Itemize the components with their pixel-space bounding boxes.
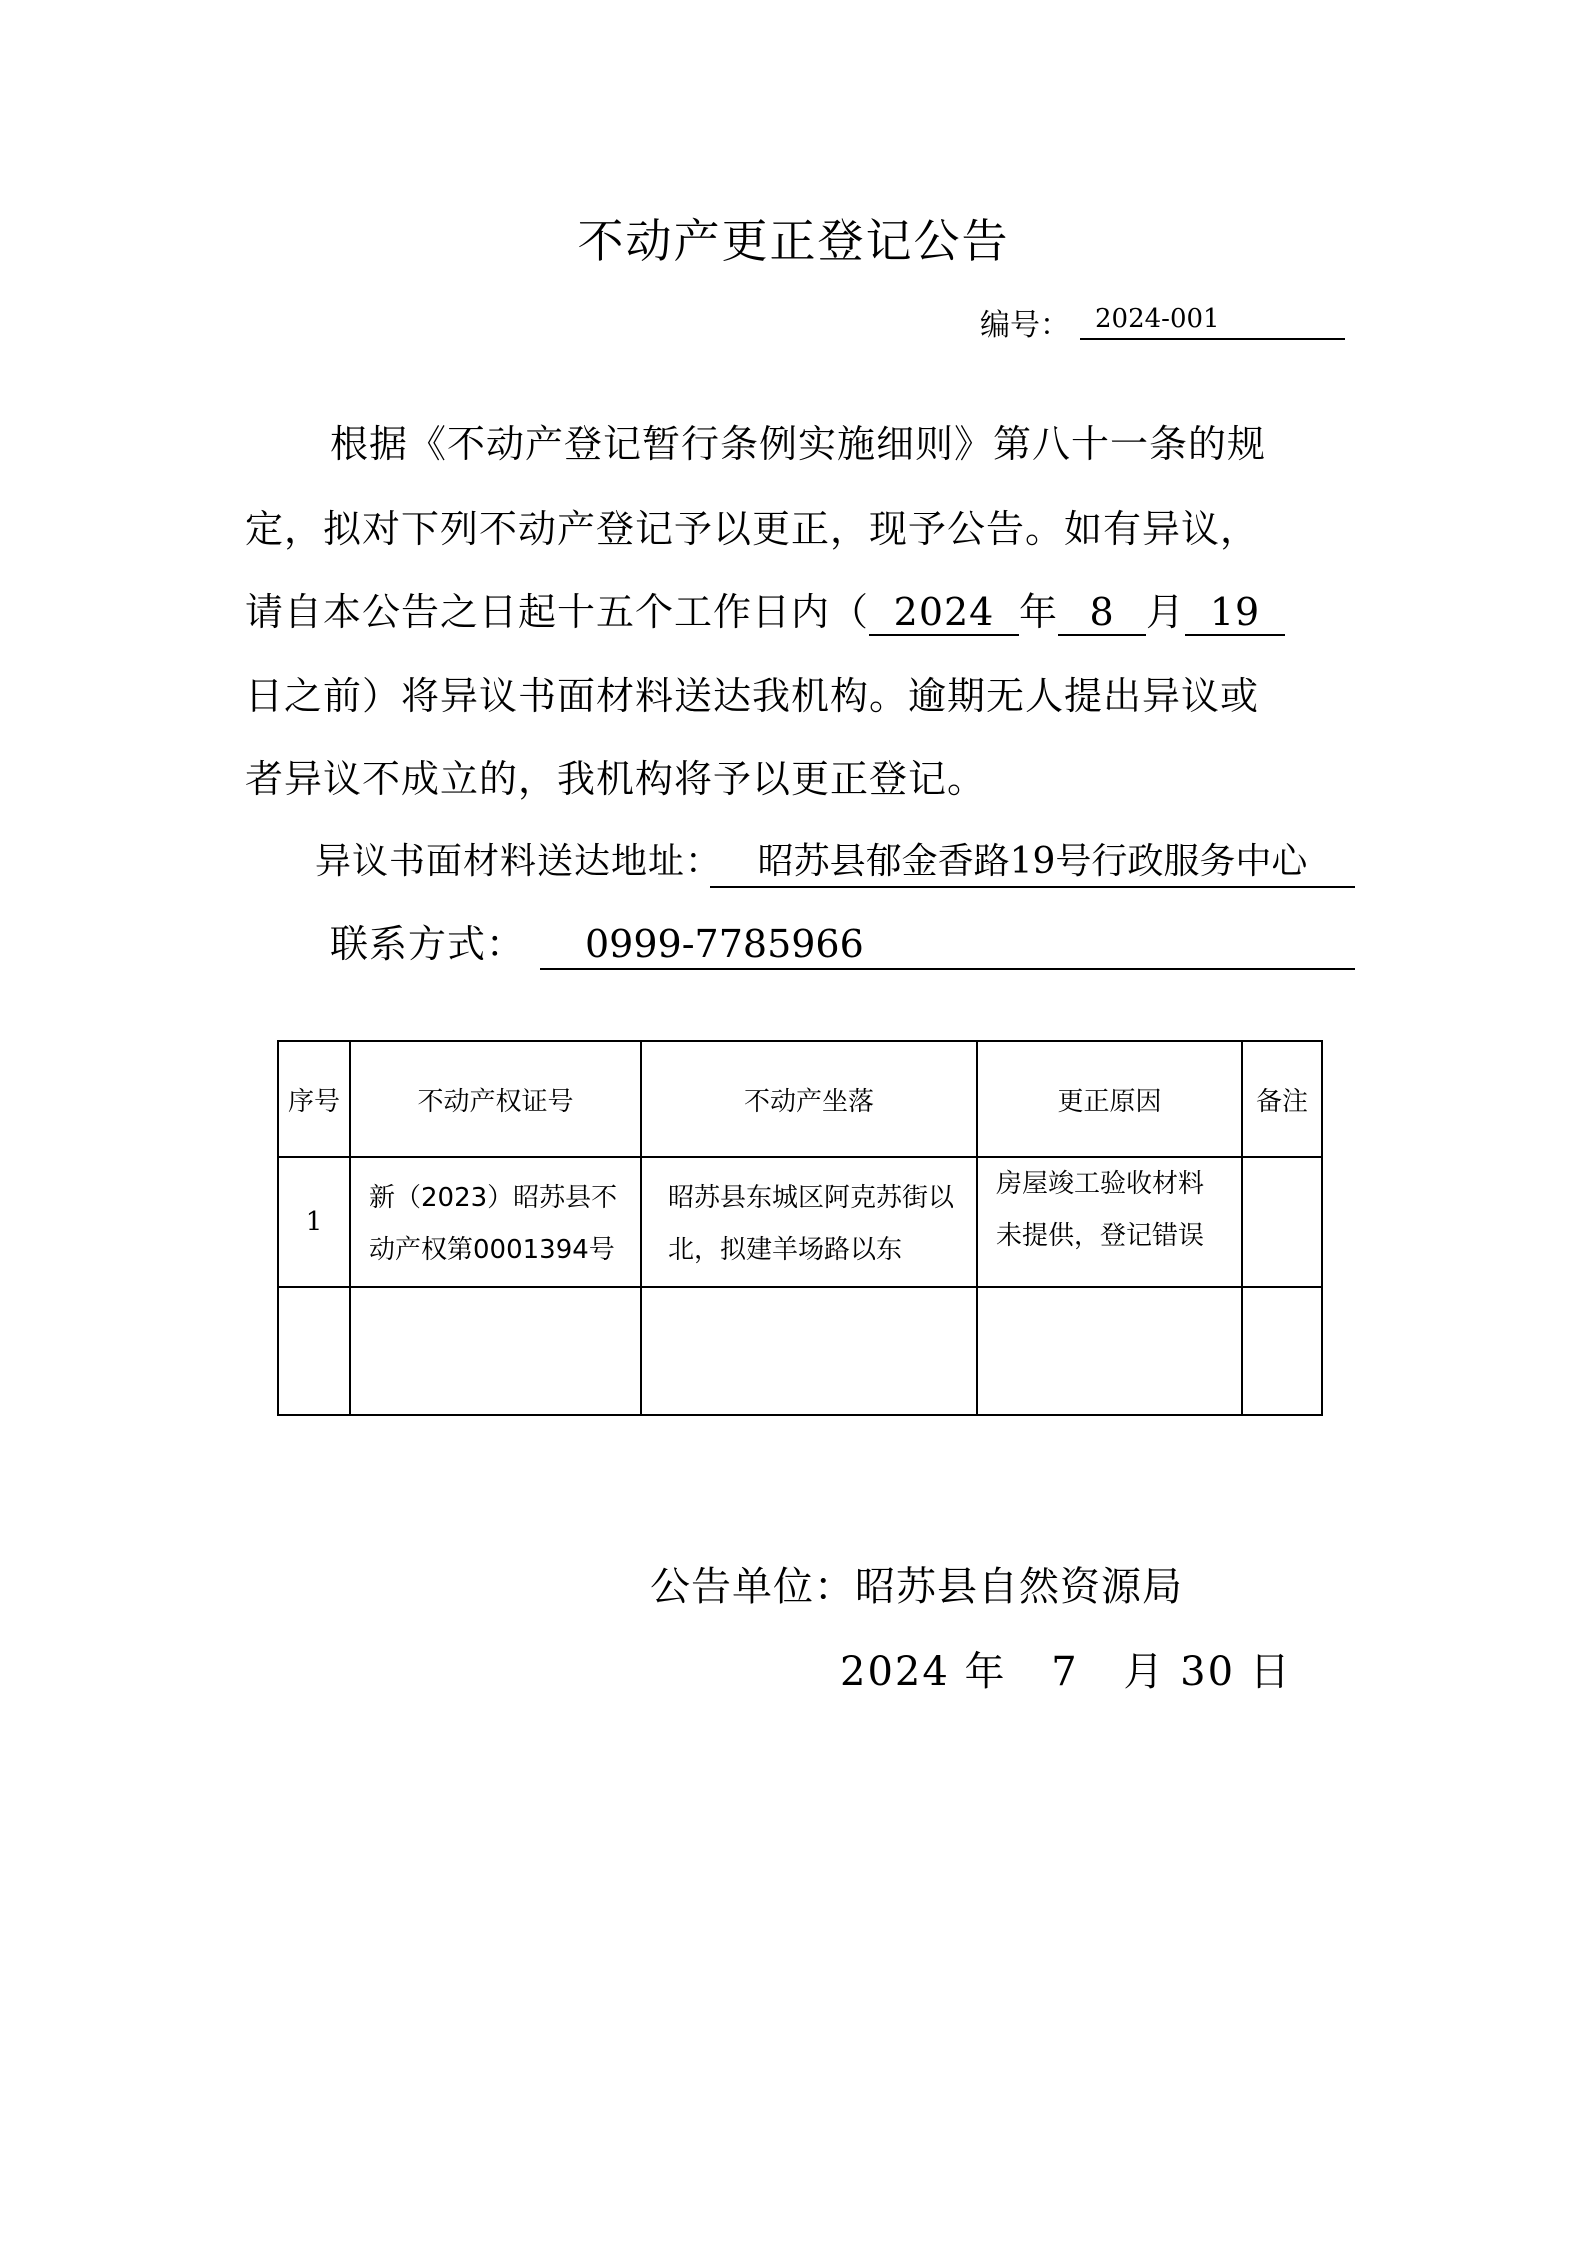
body-line-4: 日之前）将异议书面材料送达我机构。逾期无人提出异议或 [245,674,1260,718]
date-year-char: 年 [964,1649,1007,1695]
date-day: 30 [1180,1649,1236,1695]
header-reason: 更正原因 [977,1041,1242,1157]
date-month-char: 月 [1123,1649,1166,1695]
cell-index: 1 [278,1157,350,1287]
date-year: 2024 [840,1649,950,1695]
deadline-day: 19 [1185,590,1285,636]
serial-label: 编号： [980,308,1070,343]
header-location: 不动产坐落 [641,1041,977,1157]
month-char: 月 [1146,590,1186,634]
contact-label: 联系方式： [330,922,526,966]
page-title: 不动产更正登记公告 [577,214,1010,268]
address-value: 昭苏县郁金香路19号行政服务中心 [710,838,1355,888]
cell-index [278,1287,350,1415]
cell-remark [1242,1157,1322,1287]
cell-location [641,1287,977,1415]
body-line-3-prefix: 请自本公告之日起十五个工作日内（ [245,590,870,634]
table-header-row [278,1041,1322,1157]
body-line-3 [245,588,1285,636]
body-line-1: 根据《不动产登记暂行条例实施细则》第八十一条的规 [330,422,1267,466]
address-label: 异议书面材料送达地址： [315,841,723,882]
deadline-year: 2024 [869,590,1019,636]
year-char: 年 [1019,590,1059,634]
header-remark: 备注 [1242,1041,1322,1157]
cell-remark [1242,1287,1322,1415]
date-day-char: 日 [1249,1649,1292,1695]
header-cert-no: 不动产权证号 [350,1041,641,1157]
cell-cert-no [350,1287,641,1415]
correction-table [277,1040,1323,1416]
cell-reason: 房屋竣工验收材料未提供，登记错误 [977,1157,1242,1287]
table-row [278,1287,1322,1415]
issuer: 公告单位：昭苏县自然资源局 [650,1564,1183,1610]
date-month: 7 [1051,1649,1079,1695]
cell-location: 昭苏县东城区阿克苏街以北，拟建羊场路以东 [641,1157,977,1287]
cell-cert-no: 新（2023）昭苏县不动产权第0001394号 [350,1157,641,1287]
header-index: 序号 [278,1041,350,1157]
table-row [278,1157,1322,1287]
body-line-5: 者异议不成立的，我机构将予以更正登记。 [245,757,987,801]
issue-date [840,1640,1292,1697]
serial-value: 2024-001 [1080,300,1345,340]
cell-reason [977,1287,1242,1415]
contact-value: 0999-7785966 [540,920,1355,970]
deadline-month: 8 [1058,590,1146,636]
body-line-2: 定，拟对下列不动产登记予以更正，现予公告。如有异议， [245,507,1260,551]
